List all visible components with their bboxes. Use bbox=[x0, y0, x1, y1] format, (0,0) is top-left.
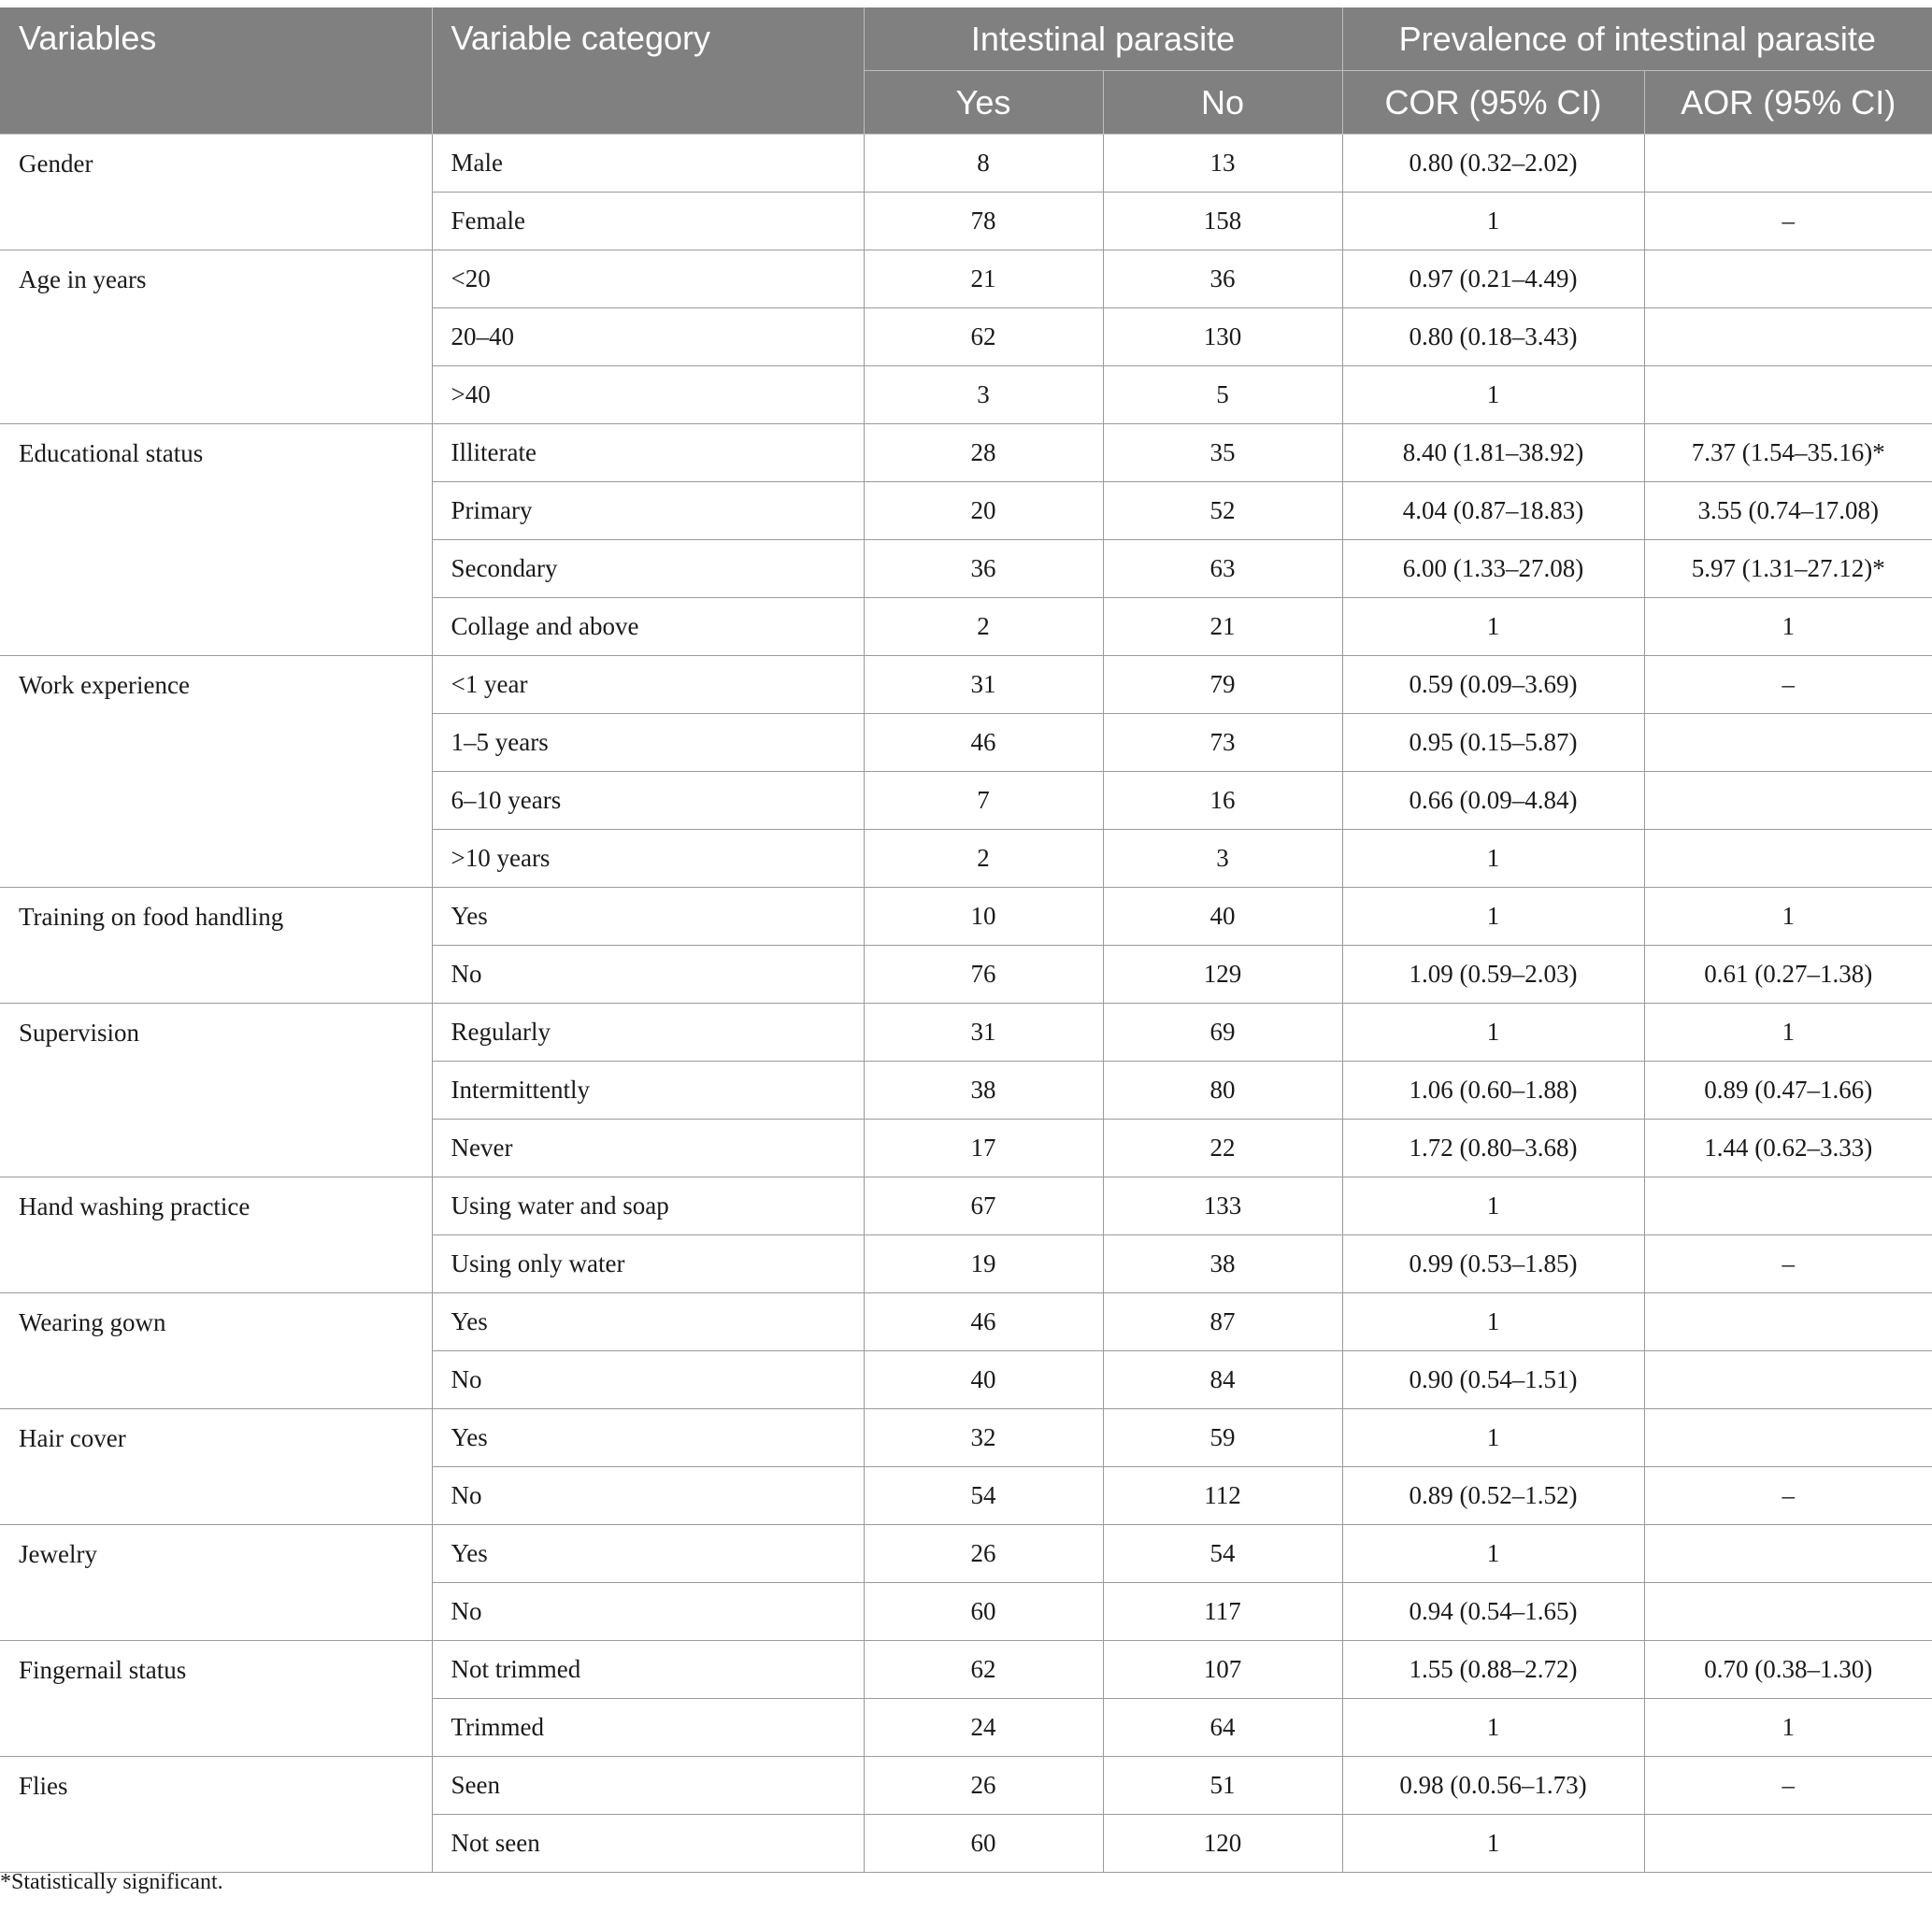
category-cell: Never bbox=[432, 1120, 864, 1177]
category-cell: No bbox=[432, 1467, 864, 1525]
category-cell: 1–5 years bbox=[432, 714, 864, 772]
category-cell: Primary bbox=[432, 482, 864, 540]
results-table bbox=[0, 7, 1932, 1873]
variable-cell: Gender bbox=[0, 135, 432, 250]
table-row bbox=[0, 888, 1932, 946]
category-cell: <1 year bbox=[432, 656, 864, 714]
header-variable-category: Variable category bbox=[432, 7, 864, 135]
header-intestinal-parasite: Intestinal parasite bbox=[864, 7, 1342, 71]
cor-cell: 1 bbox=[1342, 1177, 1644, 1235]
no-count-cell: 38 bbox=[1103, 1235, 1342, 1293]
aor-cell bbox=[1644, 772, 1932, 830]
aor-cell bbox=[1644, 1409, 1932, 1467]
cor-cell: 0.89 (0.52–1.52) bbox=[1342, 1467, 1644, 1525]
yes-count-cell: 54 bbox=[864, 1467, 1103, 1525]
aor-cell bbox=[1644, 830, 1932, 888]
yes-count-cell: 78 bbox=[864, 193, 1103, 250]
aor-cell: 7.37 (1.54–35.16)* bbox=[1644, 424, 1932, 482]
header-no: No bbox=[1103, 71, 1342, 135]
aor-cell bbox=[1644, 1293, 1932, 1351]
category-cell: Male bbox=[432, 135, 864, 193]
no-count-cell: 5 bbox=[1103, 366, 1342, 424]
table-row bbox=[0, 424, 1932, 482]
variable-cell: Jewelry bbox=[0, 1525, 432, 1641]
table-header bbox=[0, 7, 1932, 135]
cor-cell: 1 bbox=[1342, 1293, 1644, 1351]
yes-count-cell: 21 bbox=[864, 250, 1103, 308]
yes-count-cell: 7 bbox=[864, 772, 1103, 830]
yes-count-cell: 46 bbox=[864, 1293, 1103, 1351]
aor-cell: 1 bbox=[1644, 598, 1932, 656]
yes-count-cell: 24 bbox=[864, 1699, 1103, 1757]
cor-cell: 1 bbox=[1342, 193, 1644, 250]
aor-cell: 3.55 (0.74–17.08) bbox=[1644, 482, 1932, 540]
no-count-cell: 13 bbox=[1103, 135, 1342, 193]
aor-cell bbox=[1644, 1525, 1932, 1583]
yes-count-cell: 28 bbox=[864, 424, 1103, 482]
yes-count-cell: 62 bbox=[864, 1641, 1103, 1699]
variable-cell: Hair cover bbox=[0, 1409, 432, 1525]
variable-cell: Fingernail status bbox=[0, 1641, 432, 1757]
cor-cell: 1.55 (0.88–2.72) bbox=[1342, 1641, 1644, 1699]
no-count-cell: 63 bbox=[1103, 540, 1342, 598]
yes-count-cell: 2 bbox=[864, 598, 1103, 656]
category-cell: Intermittently bbox=[432, 1062, 864, 1120]
aor-cell: – bbox=[1644, 1467, 1932, 1525]
aor-cell: 0.61 (0.27–1.38) bbox=[1644, 946, 1932, 1004]
category-cell: Seen bbox=[432, 1757, 864, 1815]
no-count-cell: 54 bbox=[1103, 1525, 1342, 1583]
aor-cell: 1.44 (0.62–3.33) bbox=[1644, 1120, 1932, 1177]
no-count-cell: 112 bbox=[1103, 1467, 1342, 1525]
cor-cell: 0.59 (0.09–3.69) bbox=[1342, 656, 1644, 714]
cor-cell: 1.72 (0.80–3.68) bbox=[1342, 1120, 1644, 1177]
category-cell: Using only water bbox=[432, 1235, 864, 1293]
category-cell: No bbox=[432, 1583, 864, 1641]
no-count-cell: 120 bbox=[1103, 1815, 1342, 1873]
cor-cell: 0.90 (0.54–1.51) bbox=[1342, 1351, 1644, 1409]
cor-cell: 0.95 (0.15–5.87) bbox=[1342, 714, 1644, 772]
variable-cell: Educational status bbox=[0, 424, 432, 656]
yes-count-cell: 2 bbox=[864, 830, 1103, 888]
aor-cell: – bbox=[1644, 193, 1932, 250]
no-count-cell: 79 bbox=[1103, 656, 1342, 714]
table-row bbox=[0, 1177, 1932, 1235]
no-count-cell: 3 bbox=[1103, 830, 1342, 888]
category-cell: Secondary bbox=[432, 540, 864, 598]
category-cell: Yes bbox=[432, 1525, 864, 1583]
no-count-cell: 64 bbox=[1103, 1699, 1342, 1757]
category-cell: Collage and above bbox=[432, 598, 864, 656]
no-count-cell: 133 bbox=[1103, 1177, 1342, 1235]
variable-cell: Age in years bbox=[0, 250, 432, 424]
category-cell: Illiterate bbox=[432, 424, 864, 482]
cor-cell: 1 bbox=[1342, 366, 1644, 424]
category-cell: Not seen bbox=[432, 1815, 864, 1873]
no-count-cell: 22 bbox=[1103, 1120, 1342, 1177]
cor-cell: 1.09 (0.59–2.03) bbox=[1342, 946, 1644, 1004]
yes-count-cell: 26 bbox=[864, 1757, 1103, 1815]
aor-cell: 0.70 (0.38–1.30) bbox=[1644, 1641, 1932, 1699]
yes-count-cell: 31 bbox=[864, 1004, 1103, 1062]
cor-cell: 8.40 (1.81–38.92) bbox=[1342, 424, 1644, 482]
table-row bbox=[0, 656, 1932, 714]
category-cell: Regularly bbox=[432, 1004, 864, 1062]
cor-cell: 6.00 (1.33–27.08) bbox=[1342, 540, 1644, 598]
category-cell: >10 years bbox=[432, 830, 864, 888]
aor-cell: 1 bbox=[1644, 1699, 1932, 1757]
table-row bbox=[0, 1757, 1932, 1815]
header-yes: Yes bbox=[864, 71, 1103, 135]
aor-cell: 1 bbox=[1644, 1004, 1932, 1062]
table-row bbox=[0, 1525, 1932, 1583]
no-count-cell: 36 bbox=[1103, 250, 1342, 308]
yes-count-cell: 36 bbox=[864, 540, 1103, 598]
aor-cell: – bbox=[1644, 1757, 1932, 1815]
no-count-cell: 51 bbox=[1103, 1757, 1342, 1815]
variable-cell: Supervision bbox=[0, 1004, 432, 1177]
yes-count-cell: 3 bbox=[864, 366, 1103, 424]
aor-cell bbox=[1644, 250, 1932, 308]
aor-cell: 1 bbox=[1644, 888, 1932, 946]
no-count-cell: 84 bbox=[1103, 1351, 1342, 1409]
table-row bbox=[0, 1293, 1932, 1351]
yes-count-cell: 60 bbox=[864, 1583, 1103, 1641]
yes-count-cell: 46 bbox=[864, 714, 1103, 772]
cor-cell: 1 bbox=[1342, 888, 1644, 946]
yes-count-cell: 67 bbox=[864, 1177, 1103, 1235]
table-row bbox=[0, 1004, 1932, 1062]
variable-cell: Wearing gown bbox=[0, 1293, 432, 1409]
aor-cell: 0.89 (0.47–1.66) bbox=[1644, 1062, 1932, 1120]
aor-cell bbox=[1644, 308, 1932, 366]
no-count-cell: 80 bbox=[1103, 1062, 1342, 1120]
category-cell: Yes bbox=[432, 1409, 864, 1467]
no-count-cell: 73 bbox=[1103, 714, 1342, 772]
category-cell: Yes bbox=[432, 1293, 864, 1351]
category-cell: 20–40 bbox=[432, 308, 864, 366]
table-row bbox=[0, 250, 1932, 308]
cor-cell: 1 bbox=[1342, 1815, 1644, 1873]
category-cell: Not trimmed bbox=[432, 1641, 864, 1699]
cor-cell: 1 bbox=[1342, 598, 1644, 656]
no-count-cell: 117 bbox=[1103, 1583, 1342, 1641]
cor-cell: 0.80 (0.18–3.43) bbox=[1342, 308, 1644, 366]
no-count-cell: 87 bbox=[1103, 1293, 1342, 1351]
yes-count-cell: 8 bbox=[864, 135, 1103, 193]
yes-count-cell: 31 bbox=[864, 656, 1103, 714]
table-row bbox=[0, 135, 1932, 193]
category-cell: Trimmed bbox=[432, 1699, 864, 1757]
aor-cell bbox=[1644, 1351, 1932, 1409]
no-count-cell: 69 bbox=[1103, 1004, 1342, 1062]
header-cor: COR (95% CI) bbox=[1342, 71, 1644, 135]
aor-cell: – bbox=[1644, 1235, 1932, 1293]
no-count-cell: 21 bbox=[1103, 598, 1342, 656]
aor-cell bbox=[1644, 714, 1932, 772]
cor-cell: 1.06 (0.60–1.88) bbox=[1342, 1062, 1644, 1120]
yes-count-cell: 38 bbox=[864, 1062, 1103, 1120]
table-row bbox=[0, 1409, 1932, 1467]
cor-cell: 1 bbox=[1342, 830, 1644, 888]
no-count-cell: 35 bbox=[1103, 424, 1342, 482]
yes-count-cell: 62 bbox=[864, 308, 1103, 366]
variable-cell: Work experience bbox=[0, 656, 432, 888]
cor-cell: 0.97 (0.21–4.49) bbox=[1342, 250, 1644, 308]
aor-cell: – bbox=[1644, 656, 1932, 714]
yes-count-cell: 19 bbox=[864, 1235, 1103, 1293]
header-aor: AOR (95% CI) bbox=[1644, 71, 1932, 135]
no-count-cell: 107 bbox=[1103, 1641, 1342, 1699]
category-cell: <20 bbox=[432, 250, 864, 308]
category-cell: No bbox=[432, 946, 864, 1004]
aor-cell bbox=[1644, 366, 1932, 424]
aor-cell bbox=[1644, 1177, 1932, 1235]
yes-count-cell: 76 bbox=[864, 946, 1103, 1004]
cor-cell: 1 bbox=[1342, 1409, 1644, 1467]
cor-cell: 0.94 (0.54–1.65) bbox=[1342, 1583, 1644, 1641]
no-count-cell: 158 bbox=[1103, 193, 1342, 250]
variable-cell: Training on food handling bbox=[0, 888, 432, 1004]
no-count-cell: 40 bbox=[1103, 888, 1342, 946]
variable-cell: Flies bbox=[0, 1757, 432, 1873]
table-row bbox=[0, 1641, 1932, 1699]
yes-count-cell: 10 bbox=[864, 888, 1103, 946]
category-cell: Female bbox=[432, 193, 864, 250]
category-cell: 6–10 years bbox=[432, 772, 864, 830]
no-count-cell: 52 bbox=[1103, 482, 1342, 540]
no-count-cell: 129 bbox=[1103, 946, 1342, 1004]
yes-count-cell: 60 bbox=[864, 1815, 1103, 1873]
cor-cell: 1 bbox=[1342, 1699, 1644, 1757]
cor-cell: 0.99 (0.53–1.85) bbox=[1342, 1235, 1644, 1293]
category-cell: Yes bbox=[432, 888, 864, 946]
yes-count-cell: 40 bbox=[864, 1351, 1103, 1409]
no-count-cell: 16 bbox=[1103, 772, 1342, 830]
category-cell: Using water and soap bbox=[432, 1177, 864, 1235]
aor-cell bbox=[1644, 135, 1932, 193]
category-cell: >40 bbox=[432, 366, 864, 424]
cor-cell: 1 bbox=[1342, 1525, 1644, 1583]
no-count-cell: 59 bbox=[1103, 1409, 1342, 1467]
cor-cell: 1 bbox=[1342, 1004, 1644, 1062]
variable-cell: Hand washing practice bbox=[0, 1177, 432, 1293]
aor-cell bbox=[1644, 1583, 1932, 1641]
yes-count-cell: 17 bbox=[864, 1120, 1103, 1177]
cor-cell: 0.80 (0.32–2.02) bbox=[1342, 135, 1644, 193]
cor-cell: 0.66 (0.09–4.84) bbox=[1342, 772, 1644, 830]
header-variables: Variables bbox=[0, 7, 432, 135]
yes-count-cell: 26 bbox=[864, 1525, 1103, 1583]
aor-cell bbox=[1644, 1815, 1932, 1873]
cor-cell: 0.98 (0.0.56–1.73) bbox=[1342, 1757, 1644, 1815]
aor-cell: 5.97 (1.31–27.12)* bbox=[1644, 540, 1932, 598]
footnote: *Statistically significant. bbox=[0, 1870, 223, 1894]
yes-count-cell: 32 bbox=[864, 1409, 1103, 1467]
category-cell: No bbox=[432, 1351, 864, 1409]
no-count-cell: 130 bbox=[1103, 308, 1342, 366]
yes-count-cell: 20 bbox=[864, 482, 1103, 540]
header-prevalence: Prevalence of intestinal parasite bbox=[1342, 7, 1932, 71]
table-body bbox=[0, 135, 1932, 1873]
cor-cell: 4.04 (0.87–18.83) bbox=[1342, 482, 1644, 540]
